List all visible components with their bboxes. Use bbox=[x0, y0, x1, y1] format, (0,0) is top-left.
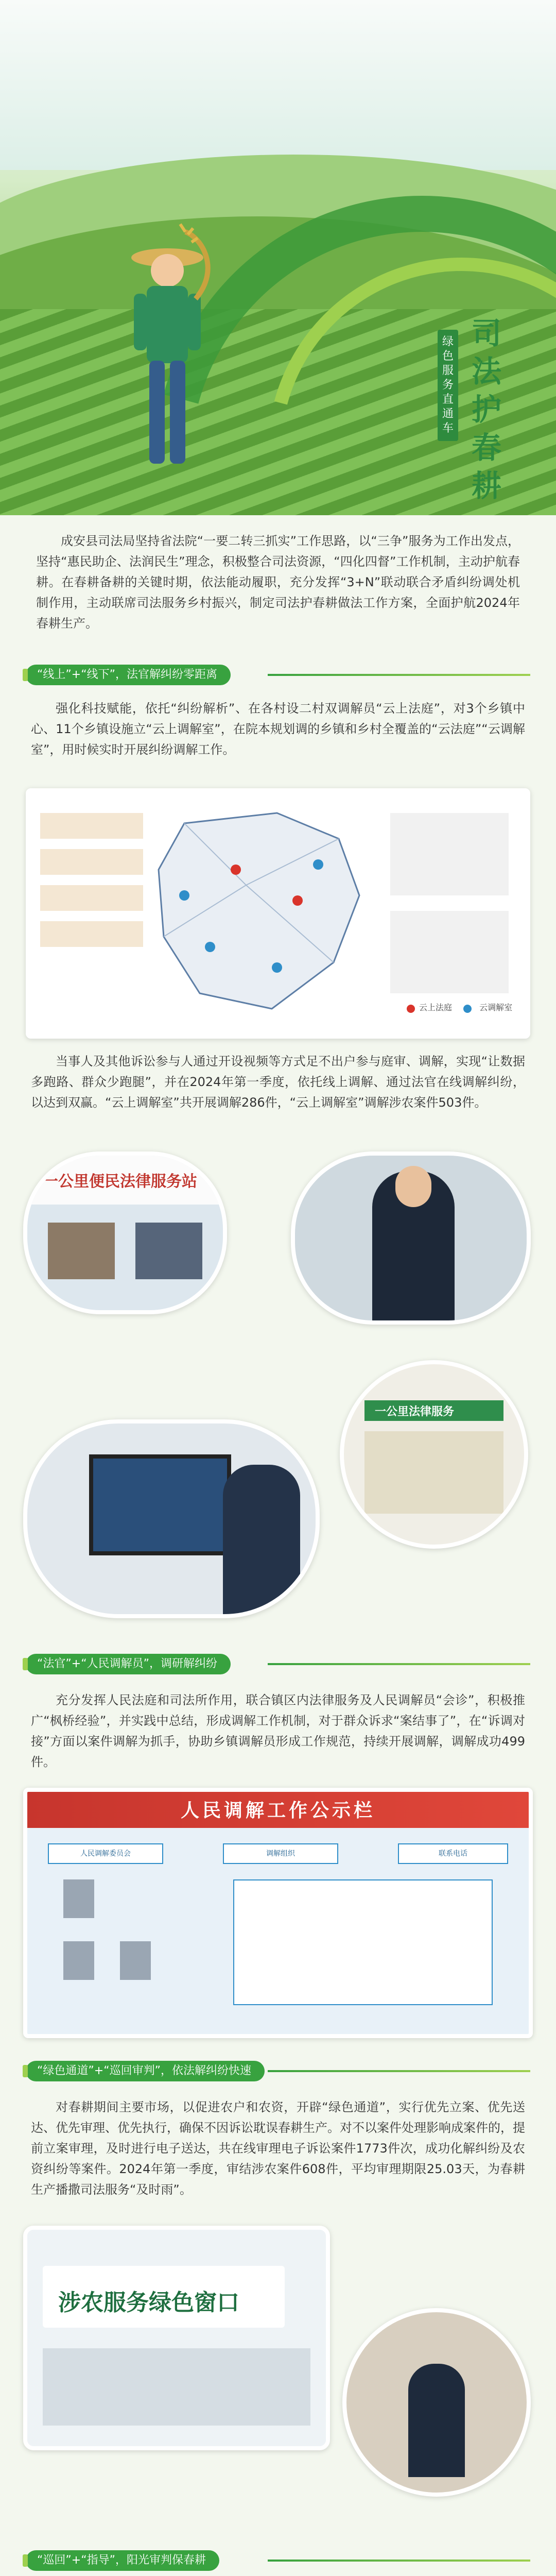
board-header: 联系电话 bbox=[398, 1843, 508, 1864]
legal-service-poster-photo bbox=[340, 1360, 528, 1549]
map-image bbox=[26, 788, 530, 1039]
board-title: 人民调解工作公示栏 bbox=[180, 1800, 375, 1821]
section3-text bbox=[0, 2097, 556, 2200]
sky bbox=[0, 0, 556, 170]
section1-text bbox=[0, 698, 556, 760]
board-header: 人民调解委员会 bbox=[48, 1843, 163, 1864]
mediation-board-photo bbox=[23, 1788, 533, 2038]
section2-text bbox=[0, 1690, 556, 1772]
county-map bbox=[30, 792, 526, 1035]
title-char: 司 bbox=[471, 316, 501, 351]
divider bbox=[268, 1663, 530, 1665]
intro-text: 成安县司法局坚持省法院“一要二转三抓实”工作思路，以“三争”服务为工作出发点，坚持“惠民助企、法润民生”理念，积极整合司法资源，“四化四督”工作机制，主动护航春耕。在春耕备耕的关键时期，依法能动履职，充分发挥“3+N”联动联合矛盾纠纷调处机制作用，主动联席司法服务乡村振兴，制定司法护春耕做法工作方案，全面护航2024年春耕生产。 bbox=[36, 534, 520, 631]
badge-char: 务 bbox=[442, 379, 454, 392]
badge-char: 通 bbox=[442, 408, 454, 420]
section2-paragraph: 充分发挥人民法庭和司法所作用，联合镇区内法律服务及人民调解员“会诊”，积极推广“枫桥经验”，并实践中总结，形成调解工作机制，对于群众诉求“案结事了”，在“诉调对接”方面以案件调解为抓手，协助乡镇调解员形成工作规范，持续开展调解，调解成功499件。 bbox=[31, 1693, 525, 1769]
title-char: 耕 bbox=[471, 468, 501, 503]
poster-text: 一公里法律服务 bbox=[375, 1405, 455, 1418]
section-tag-circuit-trial: “巡回”+“指导”，阳光审判保春耕 bbox=[26, 2550, 219, 2571]
divider bbox=[268, 2560, 530, 2562]
badge-char: 绿 bbox=[442, 335, 454, 348]
badge-char: 色 bbox=[442, 350, 454, 363]
title-char: 法 bbox=[471, 354, 501, 389]
map-legend bbox=[390, 1001, 512, 1013]
badge-char: 直 bbox=[442, 393, 454, 406]
section-tag-green-channel: “绿色通道”+“巡回审判”，依法解纠纷快速 bbox=[26, 2061, 265, 2081]
section-tag-mediation: “法官”+“人民调解员”，调研解纠纷 bbox=[26, 1654, 231, 1674]
section1-stats bbox=[0, 1051, 556, 1113]
officer-phone-photo bbox=[291, 1151, 531, 1325]
online-mediation-photo bbox=[23, 1419, 320, 1618]
farmer-illustration bbox=[124, 222, 211, 489]
badge-char: 车 bbox=[442, 422, 454, 435]
service-station-photo bbox=[23, 1151, 227, 1314]
legend-mediation: 云调解室 bbox=[479, 1003, 513, 1012]
badge-char: 服 bbox=[442, 364, 454, 377]
court-staff-photo bbox=[342, 2308, 531, 2497]
title-char: 春 bbox=[471, 430, 501, 465]
hero-banner bbox=[0, 0, 556, 515]
green-window-photo bbox=[23, 2226, 330, 2450]
window-sign: 涉农服务绿色窗口 bbox=[58, 2290, 239, 2316]
divider bbox=[268, 674, 530, 676]
stats-paragraph: 当事人及其他诉讼参与人通过开设视频等方式足不出户参与庭审、调解，实现“让数据多跑路、群众少跑腿”，并在2024年第一季度，依托线上调解、通过法官在线调解纠纷，以达到双赢。“云上调解室”共开展调解286件，“云上调解室”调解涉农案件503件。 bbox=[31, 1054, 525, 1110]
hero-title bbox=[466, 314, 507, 505]
divider bbox=[268, 2070, 530, 2072]
section-tag-online-offline: “线上”+“线下”，法官解纠纷零距离 bbox=[26, 665, 231, 685]
title-char: 护 bbox=[471, 392, 501, 427]
station-sign: 一公里便民法律服务站 bbox=[43, 1173, 197, 1191]
section1-paragraph: 强化科技赋能，依托“纠纷解析”、在各村设二村双调解员“云上法庭”，对3个乡镇中心、11个乡镇设施立“云上调解室”，在院本规划调的乡镇和乡村全覆盖的“云法庭”“云调解室”，用时候实时开展纠纷调解工作。 bbox=[31, 701, 525, 757]
section3-paragraph: 对春耕期间主要市场，以促进农户和农资，开辟“绿色通道”，实行优先立案、优先送达、优先审理、优先执行，确保不因诉讼耽误春耕生产。对不以案件处理影响成案件的，提前立案审理，及时进行电子送达，共在线审理电子诉讼案件1773件次，成功化解纠纷及农资纠纷等案件。2024年第一季度，审结涉农案件608件，平均审理期限25.03天，为春耕生产播撒司法服务“及时雨”。 bbox=[31, 2100, 525, 2197]
legend-court: 云上法庭 bbox=[419, 1003, 453, 1012]
board-header: 调解组织 bbox=[223, 1843, 338, 1864]
hero-badge bbox=[438, 330, 458, 441]
intro-section bbox=[0, 531, 556, 634]
